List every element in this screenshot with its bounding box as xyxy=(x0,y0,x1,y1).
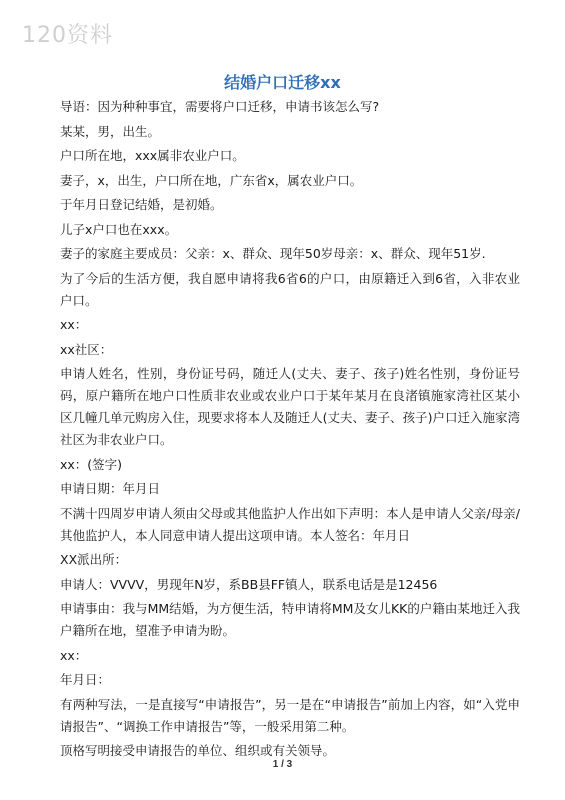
paragraph: xx： xyxy=(60,647,88,663)
paragraph: 申请日期：年月日 xyxy=(60,481,161,496)
paragraph: 户口所在地，xxx属非农业户口。 xyxy=(60,148,245,163)
document-title: 结婚户口迁移xx xyxy=(224,73,341,92)
paragraph: 妻子的家庭主要成员：父亲：x、群众、现年50岁母亲：x、群众、现年51岁. xyxy=(60,246,486,261)
paragraph: xx社区： xyxy=(60,341,113,357)
paragraph: XX派出所： xyxy=(60,552,128,567)
paragraph: 不满十四周岁申请人须由父母或其他监护人作出如下声明：本人是申请人父亲/母亲/其他监护人，本人同意申请人提出这项申请。本人签名：年月日 xyxy=(60,505,520,543)
paragraph: 申请人：VVVV，男现年N岁，系BB县FF镇人，联系电话是是12456 xyxy=(60,576,438,592)
paragraph: 妻子，x，出生，户口所在地，广东省x，属农业户口。 xyxy=(60,172,363,188)
paragraph: 为了今后的生活方便，我自愿申请将我6省6的户口，由原籍迁入到6省，入非农业户口。 xyxy=(60,270,520,308)
paragraph: 申请人姓名，性别，身份证号码，随迁人(丈夫、妻子、孩子)姓名性别，身份证号码，原户籍所在地户口性质非农业或农业户口于某年某月在良渚镇施家湾社区某小区几幢几单元购房入住，现要求将本人及随迁人(丈夫、妻子、孩子)户口迁入施家湾社区为非农业户口。 xyxy=(60,366,520,447)
paragraph: 某某，男，出生。 xyxy=(60,123,161,139)
paragraph: 儿子x户口也在xxx。 xyxy=(60,221,178,237)
page-number: 1 / 3 xyxy=(272,759,293,770)
paragraph: 导语：因为种种事宜，需要将户口迁移，申请书该怎么写? xyxy=(60,99,380,114)
watermark: 120资料 xyxy=(22,23,113,48)
paragraph: 于年月日登记结婚，是初婚。 xyxy=(60,197,223,212)
paragraph: 申请事由：我与MM结婚，为方便生活，特申请将MM及女儿KK的户籍由某地迁入我户籍所在地，望准予申请为盼。 xyxy=(60,601,520,638)
paragraph: 有两种写法，一是直接写“申请报告”，另一是在“申请报告”前加上内容，如“入党申请报告”、“调换工作申请报告”等，一般采用第二种。 xyxy=(60,696,520,734)
paragraph: xx： xyxy=(60,317,88,332)
paragraph: xx：(签字) xyxy=(60,456,123,472)
paragraph: 年月日： xyxy=(60,672,111,687)
document-body xyxy=(60,96,520,765)
paragraph: 顶格写明接受申请报告的单位、组织或有关领导。 xyxy=(60,743,336,758)
